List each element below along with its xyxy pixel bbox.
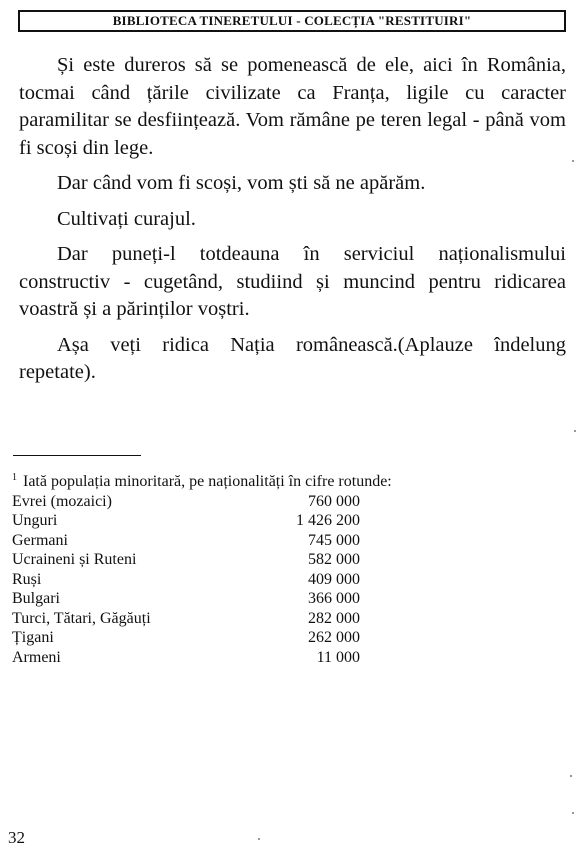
footnote-separator xyxy=(13,455,141,456)
nationality-name: Armeni xyxy=(12,648,61,666)
nationality-name: Germani xyxy=(12,531,68,549)
population-value: 11 000 xyxy=(316,648,360,666)
nationality-name: Unguri xyxy=(12,512,58,529)
scan-speck xyxy=(572,812,574,814)
paragraph-3: Cultivați curajul. xyxy=(57,207,196,230)
scan-speck xyxy=(258,838,260,840)
table-row xyxy=(12,589,532,609)
scan-speck xyxy=(572,160,574,162)
population-value: 745 000 xyxy=(308,531,360,549)
nationality-name: Ucraineni și Ruteni xyxy=(12,551,137,568)
scan-speck xyxy=(574,430,576,432)
table-row xyxy=(12,550,532,570)
running-header xyxy=(18,10,566,32)
body-text xyxy=(19,52,566,387)
paragraph-4: Dar puneți-l totdeauna în serviciul naționalismului constructiv - cugetând, studiind și muncind pentru ridicarea voastră și a părinților voștri. xyxy=(19,243,566,320)
footnote-marker: 1 xyxy=(12,472,17,483)
population-value: 366 000 xyxy=(308,590,360,607)
population-value: 760 000 xyxy=(308,492,360,510)
population-table xyxy=(12,492,532,668)
paragraph-5: Așa veți ridica Nația românească.(Aplauze îndelung repetate). xyxy=(19,333,566,383)
footnote-intro xyxy=(12,468,532,492)
header-title: BIBLIOTECA TINERETULUI - COLECȚIA "RESTITUIRI" xyxy=(112,13,472,28)
table-row xyxy=(12,609,532,629)
population-value: 582 000 xyxy=(308,551,360,568)
table-row xyxy=(12,570,532,590)
paragraph-1: Și este dureros să se pomenească de ele, aici în România, tocmai când țările civilizate ca Franța, ligile cu caracter paramilitar se desființează. Vom rămâne pe teren legal - până vom fi scoși din lege. xyxy=(19,54,566,159)
table-row xyxy=(12,531,532,551)
page-number: 32 xyxy=(8,828,25,847)
table-row xyxy=(12,628,532,648)
population-value: 282 000 xyxy=(308,609,360,627)
population-value: 1 426 200 xyxy=(296,512,360,529)
footnote xyxy=(12,468,532,667)
paragraph-2: Dar când vom fi scoși, vom ști să ne apărăm. xyxy=(57,172,426,194)
footnote-intro-text: Iată populația minoritară, pe naționalități în cifre rotunde: xyxy=(23,473,392,490)
table-row xyxy=(12,492,532,512)
nationality-name: Bulgari xyxy=(12,590,60,607)
nationality-name: Evrei (mozaici) xyxy=(12,492,112,510)
nationality-name: Ruși xyxy=(12,570,42,588)
population-value: 262 000 xyxy=(308,629,360,646)
table-row xyxy=(12,511,532,531)
population-value: 409 000 xyxy=(308,570,360,588)
scan-speck xyxy=(570,775,572,777)
nationality-name: Țigani xyxy=(12,629,54,646)
table-row xyxy=(12,648,532,668)
nationality-name: Turci, Tătari, Găgăuți xyxy=(12,609,151,627)
